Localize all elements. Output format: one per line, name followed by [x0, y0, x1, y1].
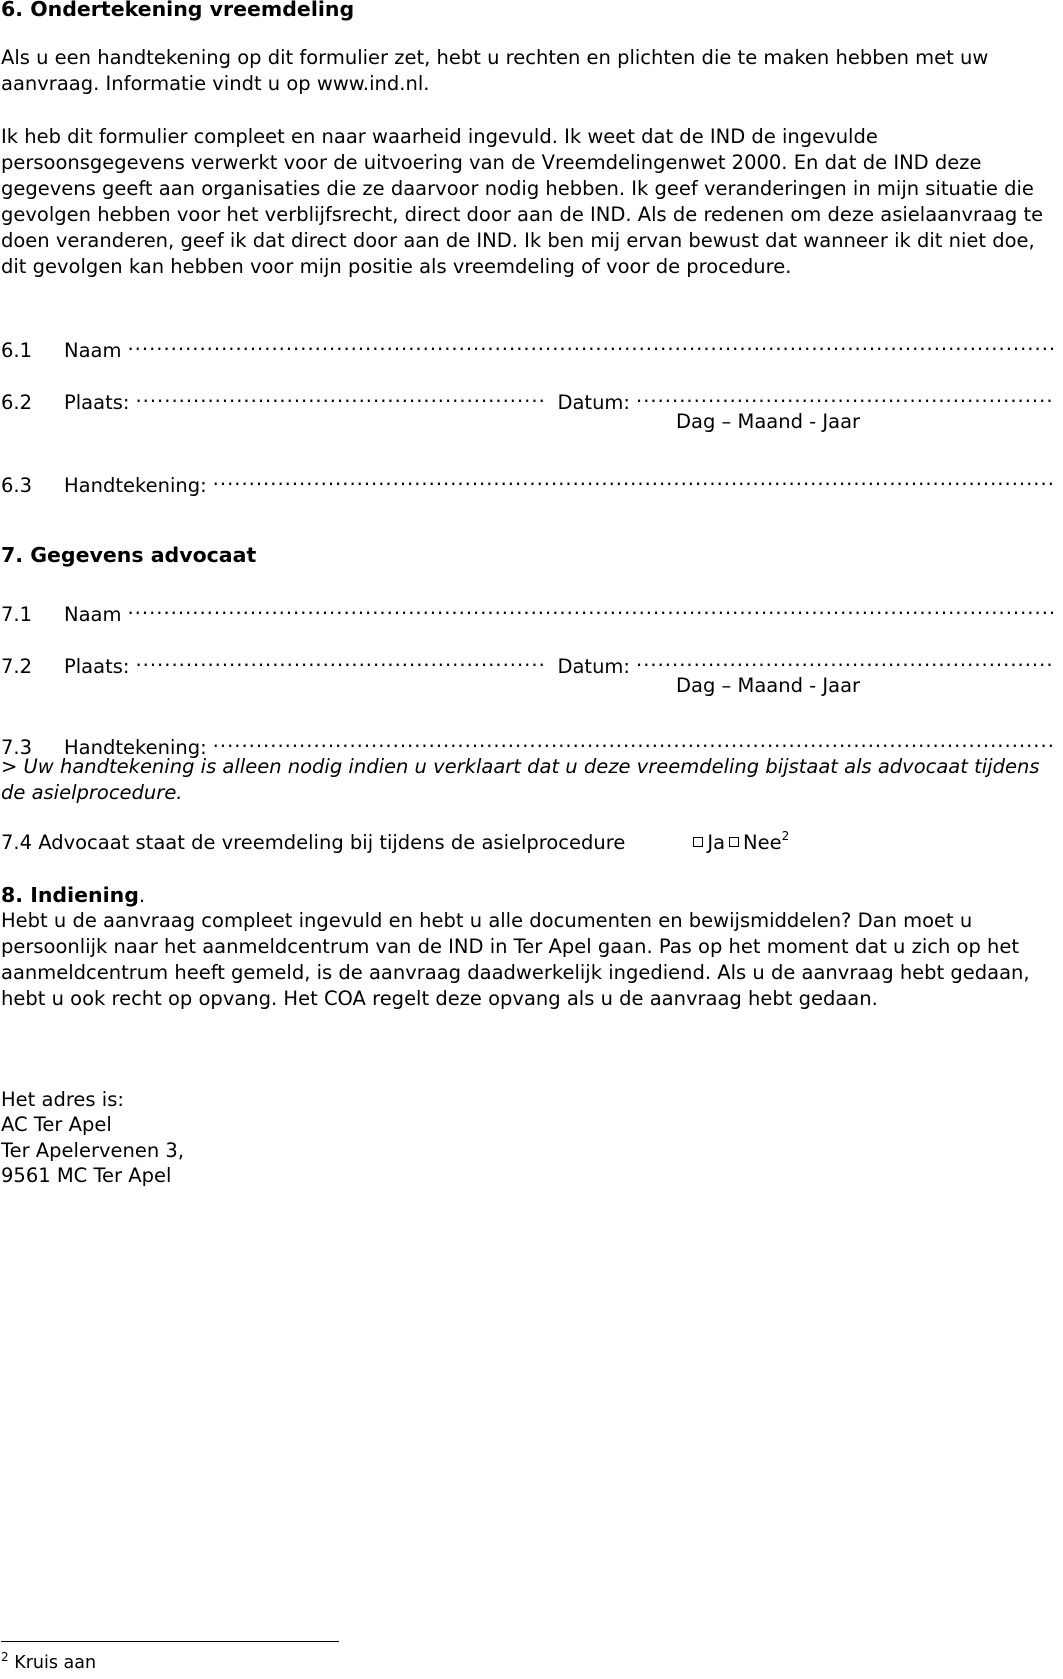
footnote-divider [1, 1641, 339, 1642]
date-fill-line[interactable] [636, 647, 1055, 673]
field-7-2-place-date[interactable] [1, 647, 1057, 678]
date-fill-line[interactable] [636, 383, 1055, 409]
section-7-title: 7. Gegevens advocaat [1, 543, 257, 567]
place-fill-line[interactable] [135, 647, 545, 673]
section-6-intro: Als u een handtekening op dit formulier zet, hebt u rechten en plichten die te maken hebben met uw aanvraag. Informatie vindt u op www.ind.nl. [1, 46, 989, 95]
field-number: 7.2 [1, 655, 33, 678]
section-6-declaration: Ik heb dit formulier compleet en naar waarheid ingevuld. Ik weet dat de IND de ingevulde persoonsgegevens verwerkt voor de uitvoering van de Vreemdelingenwet 2000. En dat de IND deze gegevens geeft aan organisaties die ze daarvoor nodig hebben. Ik geef veranderingen in mijn situatie die gevolgen hebben voor het verblijfsrecht, direct door aan de IND. Als de redenen om deze asielaanvraag te doen veranderen, geef ik dat direct door aan de IND. Ik ben mij ervan bewust dat wanneer ik dit niet doe, dit gevolgen kan hebben voor mijn positie als vreemdeling of voor de procedure. [1, 125, 1044, 278]
footnote [1, 1652, 96, 1674]
date-label: Datum: [557, 391, 630, 414]
section-8-title-suffix: . [138, 884, 146, 907]
field-label: Handtekening: [64, 474, 207, 497]
field-number: 7.3 [1, 736, 33, 759]
field-6-1-name[interactable] [1, 331, 1057, 362]
section-8-heading [1, 882, 145, 909]
date-format-hint: Dag – Maand - Jaar [676, 674, 861, 697]
section-8-text: Hebt u de aanvraag compleet ingevuld en hebt u alle documenten en bewijsmiddelen? Dan moet u persoonlijk naar het aanmeldcentrum van de IND in Ter Apel gaan. Pas op het moment dat u zich op het aanmeldcentrum heeft gemeld, is de aanvraag daadwerkelijk ingediend. Als u de aanvraag hebt gedaan, hebt u ook recht op opvang. Het COA regelt deze opvang als u de aanvraag hebt gedaan. [1, 909, 1030, 1010]
footnote-reference: 2 [781, 829, 790, 843]
option-nee-label: Nee [743, 831, 782, 854]
address-line-1: AC Ter Apel [1, 1113, 112, 1136]
place-fill-line[interactable] [135, 383, 545, 409]
field-6-2-place-date[interactable] [1, 383, 1057, 414]
name-fill-line[interactable] [127, 595, 1055, 621]
address-line-2: Ter Apelervenen 3, [1, 1139, 185, 1162]
date-format-hint: Dag – Maand - Jaar [676, 410, 861, 433]
address-line-3: 9561 MC Ter Apel [1, 1164, 172, 1187]
date-label: Datum: [557, 655, 630, 678]
field-label: Naam [64, 603, 122, 626]
name-fill-line[interactable] [127, 331, 1055, 357]
field-number: 6.2 [1, 391, 33, 414]
field-label: Plaats: [64, 391, 130, 414]
field-6-3-signature[interactable] [1, 466, 1057, 497]
signature-fill-line[interactable] [213, 466, 1055, 492]
field-label: Handtekening: [64, 736, 207, 759]
option-ja-label: Ja [707, 831, 726, 854]
field-7-3-signature[interactable] [1, 728, 1057, 759]
field-number: 6.1 [1, 339, 33, 362]
signature-fill-line[interactable] [213, 728, 1055, 754]
field-label: Plaats: [64, 655, 130, 678]
question-text: 7.4 Advocaat staat de vreemdeling bij tijdens de asielprocedure [1, 831, 626, 854]
field-7-1-name[interactable] [1, 595, 1057, 626]
field-number: 6.3 [1, 474, 33, 497]
section-8-title: 8. Indiening [1, 883, 139, 907]
checkbox-nee[interactable] [729, 837, 739, 847]
field-number: 7.1 [1, 603, 33, 626]
footnote-text: Kruis aan [14, 1653, 97, 1673]
signature-note: > Uw handtekening is alleen nodig indien u verklaart dat u deze vreemdeling bijstaat als advocaat tijdens de asielprocedure. [1, 755, 1040, 804]
footnote-number: 2 [1, 1650, 9, 1664]
address-intro: Het adres is: [1, 1088, 124, 1111]
field-label: Naam [64, 339, 122, 362]
question-7-4 [1, 830, 789, 856]
checkbox-ja[interactable] [693, 837, 703, 847]
section-6-title: 6. Ondertekening vreemdeling [1, 0, 355, 21]
